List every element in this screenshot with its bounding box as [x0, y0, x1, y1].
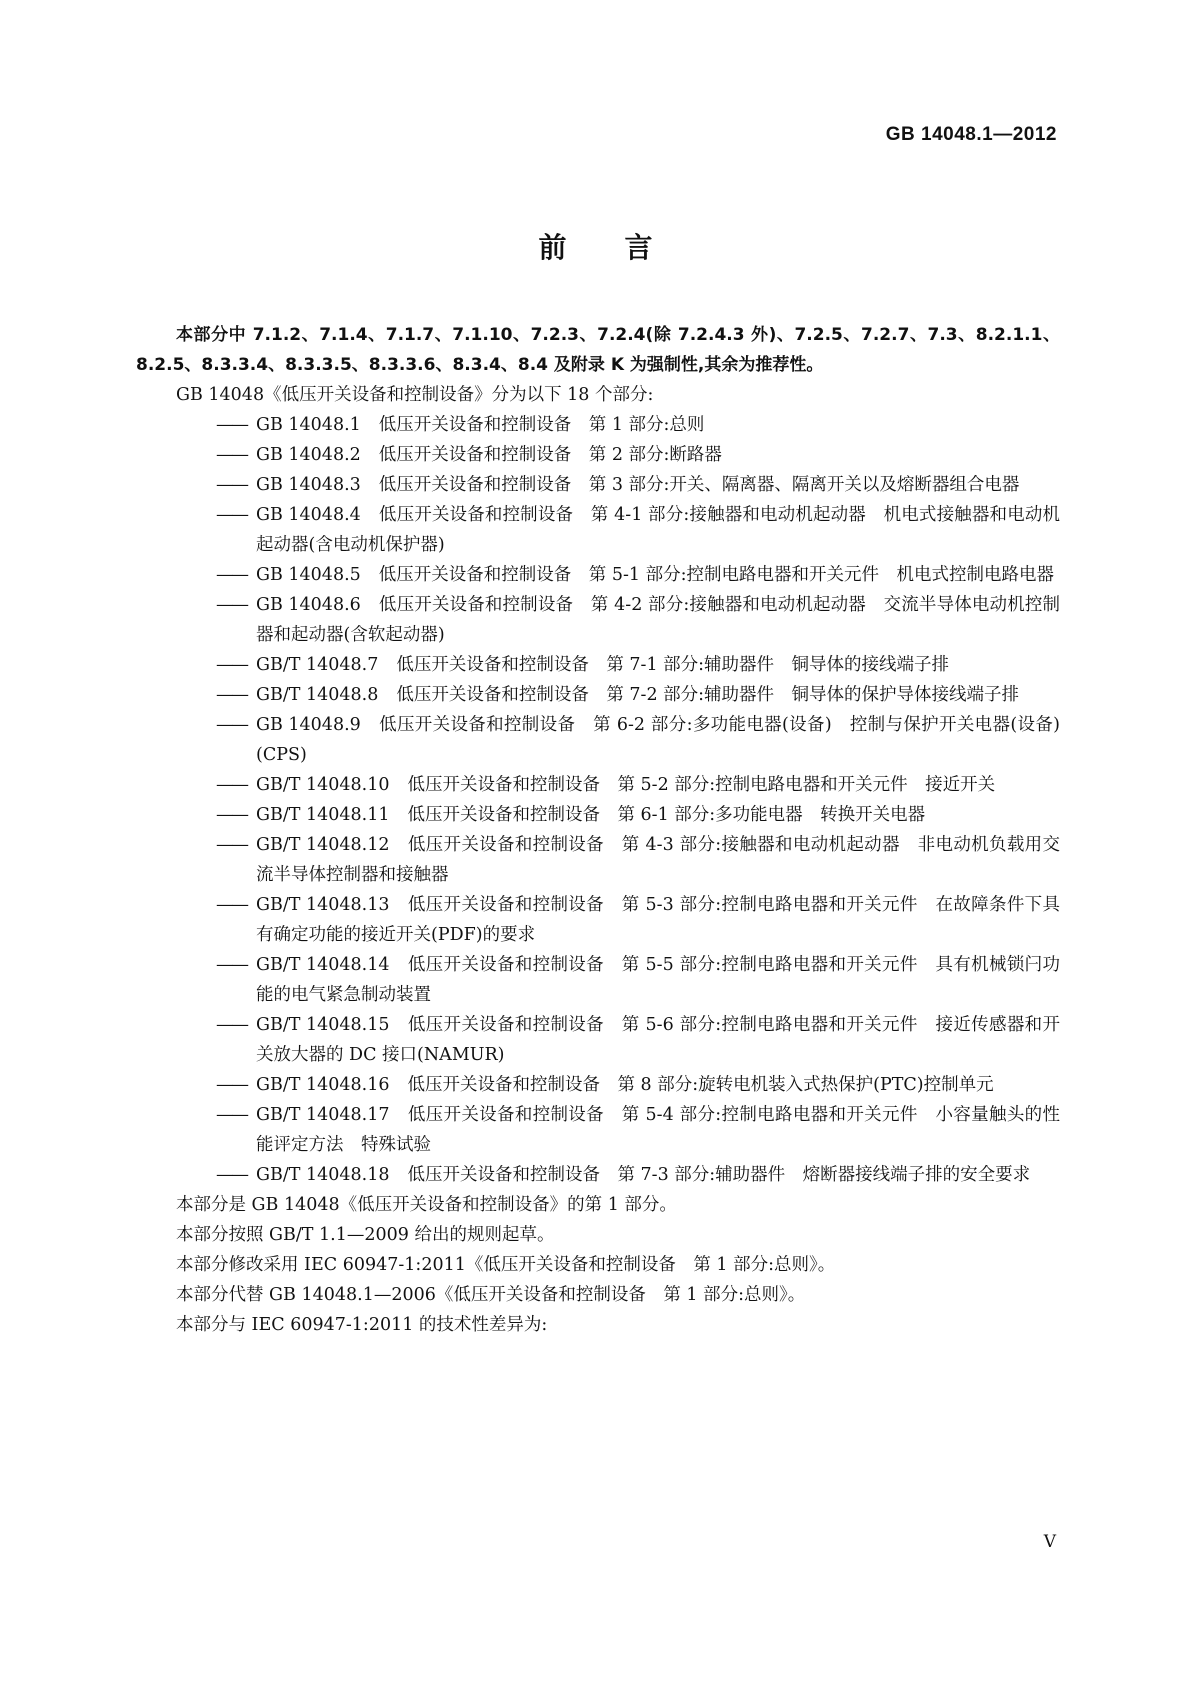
standard-code: GB 14048.1—2012 [885, 124, 1057, 145]
standard-ref: GB 14048.9 [256, 715, 361, 735]
page-title: 前言 [538, 231, 711, 264]
part-title: 低压开关设备和控制设备 第 5-5 部分:控制电路电器和开关元件 具有机械锁闩功能的电气紧急制动装置 [256, 955, 1060, 1005]
part-title: 低压开关设备和控制设备 第 5-2 部分:控制电路电器和开关元件 接近开关 [407, 775, 996, 795]
standard-ref: GB 14048.5 [256, 565, 361, 585]
list-item [176, 650, 1060, 680]
list-item [176, 890, 1060, 950]
list-item [176, 1070, 1060, 1100]
part-title: 低压开关设备和控制设备 第 4-1 部分:接触器和电动机起动器 机电式接触器和电动机起动器(含电动机保护器) [256, 505, 1060, 555]
parts-list [136, 410, 1060, 1190]
list-item [176, 680, 1060, 710]
standard-ref: GB/T 14048.8 [256, 685, 379, 705]
list-dash: —— [216, 475, 247, 495]
standard-ref: GB/T 14048.16 [256, 1075, 390, 1095]
part-title: 低压开关设备和控制设备 第 7-3 部分:辅助器件 熔断器接线端子排的安全要求 [407, 1165, 1031, 1185]
page-number: V [1043, 1532, 1056, 1552]
list-dash: —— [216, 685, 247, 705]
closing-paragraph: 本部分代替 GB 14048.1—2006《低压开关设备和控制设备 第 1 部分:总则》。 [176, 1285, 806, 1305]
list-dash: —— [216, 565, 247, 585]
list-item [176, 470, 1060, 500]
part-title: 低压开关设备和控制设备 第 1 部分:总则 [378, 415, 705, 435]
list-dash: —— [216, 505, 247, 525]
list-item [176, 1160, 1060, 1190]
list-item [176, 1100, 1060, 1160]
standard-ref: GB/T 14048.11 [256, 805, 390, 825]
part-title: 低压开关设备和控制设备 第 5-3 部分:控制电路电器和开关元件 在故障条件下具有确定功能的接近开关(PDF)的要求 [256, 895, 1060, 945]
list-dash: —— [216, 715, 247, 735]
standard-ref: GB 14048.1 [256, 415, 361, 435]
list-dash: —— [216, 1015, 247, 1035]
standard-ref: GB 14048.2 [256, 445, 361, 465]
list-dash: —— [216, 445, 247, 465]
list-item [176, 440, 1060, 470]
closing-paragraph: 本部分是 GB 14048《低压开关设备和控制设备》的第 1 部分。 [176, 1195, 677, 1215]
list-item [176, 590, 1060, 650]
standard-ref: GB 14048.3 [256, 475, 361, 495]
list-dash: —— [216, 895, 247, 915]
standard-ref: GB/T 14048.14 [256, 955, 390, 975]
part-title: 低压开关设备和控制设备 第 8 部分:旋转电机装入式热保护(PTC)控制单元 [407, 1075, 994, 1095]
part-title: 低压开关设备和控制设备 第 4-2 部分:接触器和电动机起动器 交流半导体电动机控制器和起动器(含软起动器) [256, 595, 1060, 645]
list-dash: —— [216, 1075, 247, 1095]
list-dash: —— [216, 1165, 247, 1185]
list-item [176, 950, 1060, 1010]
list-item [176, 830, 1060, 890]
part-title: 低压开关设备和控制设备 第 5-1 部分:控制电路电器和开关元件 机电式控制电路电器 [378, 565, 1054, 585]
standard-ref: GB/T 14048.17 [256, 1105, 390, 1125]
standard-ref: GB/T 14048.13 [256, 895, 390, 915]
list-dash: —— [216, 775, 247, 795]
list-dash: —— [216, 415, 247, 435]
part-title: 低压开关设备和控制设备 第 6-1 部分:多功能电器 转换开关电器 [407, 805, 926, 825]
part-title: 低压开关设备和控制设备 第 7-2 部分:辅助器件 铜导体的保护导体接线端子排 [396, 685, 1020, 705]
part-title: 低压开关设备和控制设备 第 3 部分:开关、隔离器、隔离开关以及熔断器组合电器 [378, 475, 1020, 495]
part-title: 低压开关设备和控制设备 第 7-1 部分:辅助器件 铜导体的接线端子排 [396, 655, 950, 675]
series-intro: GB 14048《低压开关设备和控制设备》分为以下 18 个部分: [176, 385, 654, 405]
standard-ref: GB 14048.6 [256, 595, 361, 615]
part-title: 低压开关设备和控制设备 第 4-3 部分:接触器和电动机起动器 非电动机负载用交流半导体控制器和接触器 [256, 835, 1060, 885]
closing-paragraph: 本部分修改采用 IEC 60947-1:2011《低压开关设备和控制设备 第 1 部分:总则》。 [176, 1255, 836, 1275]
closing-paragraph: 本部分按照 GB/T 1.1—2009 给出的规则起草。 [176, 1225, 555, 1245]
part-title: 低压开关设备和控制设备 第 5-6 部分:控制电路电器和开关元件 接近传感器和开关放大器的 DC 接口(NAMUR) [256, 1015, 1060, 1065]
list-dash: —— [216, 805, 247, 825]
list-dash: —— [216, 595, 247, 615]
list-dash: —— [216, 835, 247, 855]
list-dash: —— [216, 955, 247, 975]
mandatory-statement: 本部分中 7.1.2、7.1.4、7.1.7、7.1.10、7.2.3、7.2.4(除 7.2.4.3 外)、7.2.5、7.2.7、7.3、8.2.1.1、8.2.5、8.3.3.4、8.3.3.5、8.3.3.6、8.3.4、8.4 及附录 K 为强制性,其余为推荐性。 [136, 325, 1060, 375]
standard-ref: GB/T 14048.12 [256, 835, 390, 855]
list-item [176, 560, 1060, 590]
list-item [176, 710, 1060, 770]
standard-ref: GB/T 14048.18 [256, 1165, 390, 1185]
standard-ref: GB/T 14048.7 [256, 655, 379, 675]
list-dash: —— [216, 655, 247, 675]
standard-ref: GB/T 14048.10 [256, 775, 390, 795]
document-body [136, 320, 1060, 1340]
standard-ref: GB 14048.4 [256, 505, 361, 525]
list-item [176, 410, 1060, 440]
list-item [176, 1010, 1060, 1070]
list-item [176, 500, 1060, 560]
list-item [176, 800, 1060, 830]
part-title: 低压开关设备和控制设备 第 6-2 部分:多功能电器(设备) 控制与保护开关电器(设备)(CPS) [256, 715, 1060, 765]
part-title: 低压开关设备和控制设备 第 5-4 部分:控制电路电器和开关元件 小容量触头的性能评定方法 特殊试验 [256, 1105, 1060, 1155]
standard-ref: GB/T 14048.15 [256, 1015, 390, 1035]
closing-paragraph: 本部分与 IEC 60947-1:2011 的技术性差异为: [176, 1315, 548, 1335]
part-title: 低压开关设备和控制设备 第 2 部分:断路器 [378, 445, 722, 465]
list-item [176, 770, 1060, 800]
list-dash: —— [216, 1105, 247, 1125]
